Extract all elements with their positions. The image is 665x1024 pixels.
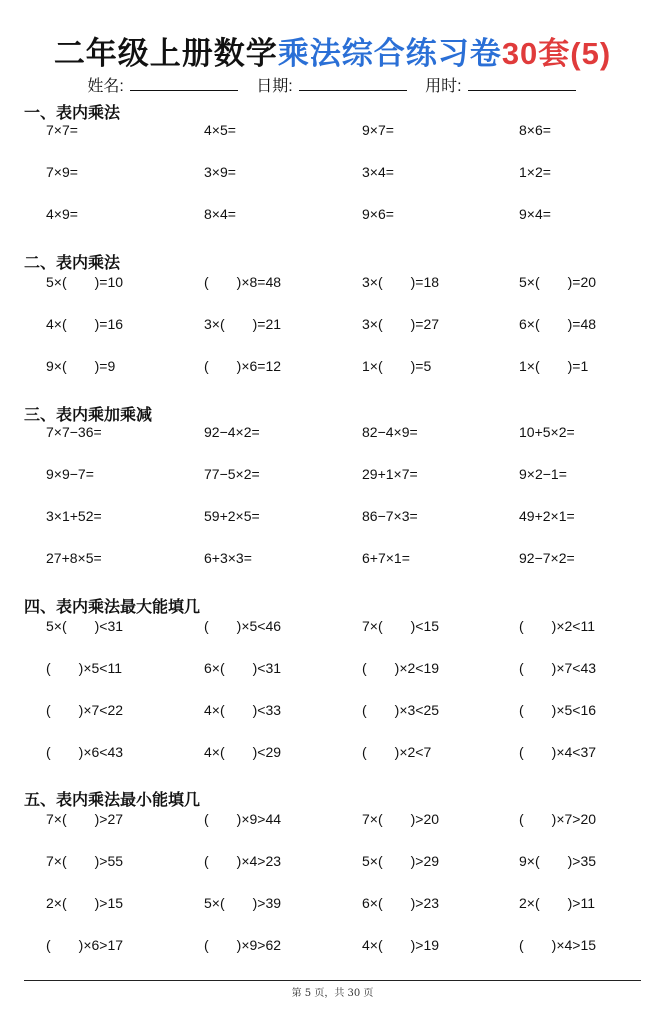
math-problem: ( )×7<43 [519, 660, 597, 676]
math-problem: 4×9= [46, 206, 78, 222]
math-problem: 59+2×5= [204, 508, 260, 524]
math-problem: ( )×2<11 [519, 618, 595, 634]
section-title: 三、表内乘加乘减 [24, 407, 153, 424]
math-problem: ( )×2<7 [362, 744, 432, 760]
date-field[interactable] [299, 76, 407, 91]
math-problem: 6+7×1= [362, 550, 410, 566]
math-problem: ( )×7>20 [519, 811, 597, 827]
problem-row [0, 658, 665, 678]
problem-row [0, 356, 665, 376]
problem-row [0, 314, 665, 334]
section-title: 四、表内乘法最大能填几 [24, 599, 201, 616]
math-problem: ( )×4>23 [204, 853, 282, 869]
math-problem: 3×( )=27 [362, 316, 440, 332]
math-problem: 77−5×2= [204, 466, 260, 482]
problem-row [0, 508, 665, 528]
problem-row [0, 122, 665, 142]
problem-row [0, 700, 665, 720]
math-problem: 10+5×2= [519, 424, 575, 440]
title-grade: 二年级上册数学 [53, 36, 278, 71]
time-field[interactable] [468, 76, 576, 91]
math-problem: 7×7−36= [46, 424, 102, 440]
math-problem: 49+2×1= [519, 508, 575, 524]
math-problem: ( )×2<19 [362, 660, 440, 676]
date-label: 日期: [256, 78, 293, 95]
math-problem: 7×( )>27 [46, 811, 124, 827]
page-number: 第 5 页，共 30 页 [291, 988, 374, 999]
math-problem: 6×( )<31 [204, 660, 282, 676]
problem-row [0, 893, 665, 913]
student-info-row [0, 73, 665, 96]
math-problem: 2×( )>15 [46, 895, 124, 911]
section-title: 五、表内乘法最小能填几 [24, 792, 201, 809]
math-problem: 2×( )>11 [519, 895, 595, 911]
math-problem: 9×6= [362, 206, 394, 222]
math-problem: 86−7×3= [362, 508, 418, 524]
math-problem: 9×9−7= [46, 466, 94, 482]
math-problem: ( )×3<25 [362, 702, 440, 718]
name-field[interactable] [130, 76, 238, 91]
name-label: 姓名: [87, 78, 124, 95]
math-problem: 7×( )>55 [46, 853, 124, 869]
math-problem: 3×( )=18 [362, 274, 440, 290]
math-problem: 7×7= [46, 122, 78, 138]
math-problem: 92−4×2= [204, 424, 260, 440]
math-problem: 9×( )>35 [519, 853, 597, 869]
math-problem: 9×7= [362, 122, 394, 138]
math-problem: 5×( )<31 [46, 618, 124, 634]
problem-row [0, 424, 665, 444]
math-problem: ( )×6=12 [204, 358, 282, 374]
math-problem: 4×( )=16 [46, 316, 124, 332]
math-problem: 9×2−1= [519, 466, 567, 482]
math-problem: 7×9= [46, 164, 78, 180]
math-problem: 82−4×9= [362, 424, 418, 440]
math-problem: 3×1+52= [46, 508, 102, 524]
math-problem: 27+8×5= [46, 550, 102, 566]
math-problem: 92−7×2= [519, 550, 575, 566]
problem-row [0, 851, 665, 871]
problem-row [0, 616, 665, 636]
math-problem: 1×( )=5 [362, 358, 432, 374]
math-problem: 1×2= [519, 164, 551, 180]
math-problem: 3×4= [362, 164, 394, 180]
math-problem: 7×( )>20 [362, 811, 440, 827]
problem-row [0, 164, 665, 184]
math-problem: ( )×9>44 [204, 811, 282, 827]
problem-row [0, 809, 665, 829]
math-problem: 4×( )<33 [204, 702, 282, 718]
math-problem: 5×( )=10 [46, 274, 124, 290]
problem-row [0, 272, 665, 292]
math-problem: ( )×5<16 [519, 702, 597, 718]
time-label: 用时: [425, 78, 462, 95]
section-title: 二、表内乘法 [24, 255, 121, 272]
math-problem: 8×4= [204, 206, 236, 222]
math-problem: 4×( )>19 [362, 937, 440, 953]
math-problem: ( )×5<11 [46, 660, 122, 676]
math-problem: ( )×9>62 [204, 937, 282, 953]
math-problem: 3×9= [204, 164, 236, 180]
problem-row [0, 206, 665, 226]
problem-row [0, 550, 665, 570]
math-problem: ( )×4>15 [519, 937, 597, 953]
problem-row [0, 742, 665, 762]
math-problem: 6+3×3= [204, 550, 252, 566]
math-problem: ( )×7<22 [46, 702, 124, 718]
math-problem: 9×( )=9 [46, 358, 116, 374]
math-problem: 6×( )>23 [362, 895, 440, 911]
section-title: 一、表内乘法 [24, 105, 121, 122]
math-problem: 6×( )=48 [519, 316, 597, 332]
math-problem: ( )×4<37 [519, 744, 597, 760]
math-problem: 3×( )=21 [204, 316, 282, 332]
math-problem: ( )×6>17 [46, 937, 124, 953]
title-set: 30套(5) [501, 36, 612, 71]
footer-divider [24, 980, 641, 981]
math-problem: 9×4= [519, 206, 551, 222]
math-problem: 4×5= [204, 122, 236, 138]
math-problem: 5×( )>39 [204, 895, 282, 911]
math-problem: 8×6= [519, 122, 551, 138]
math-problem: 5×( )=20 [519, 274, 597, 290]
math-problem: 29+1×7= [362, 466, 418, 482]
math-problem: ( )×5<46 [204, 618, 282, 634]
math-problem: 4×( )<29 [204, 744, 282, 760]
math-problem: 5×( )>29 [362, 853, 440, 869]
math-problem: ( )×8=48 [204, 274, 282, 290]
math-problem: ( )×6<43 [46, 744, 124, 760]
math-problem: 7×( )<15 [362, 618, 440, 634]
problem-row [0, 935, 665, 955]
title-topic: 乘法综合练习卷 [277, 36, 502, 71]
page-title [0, 28, 665, 73]
problem-row [0, 466, 665, 486]
math-problem: 1×( )=1 [519, 358, 589, 374]
